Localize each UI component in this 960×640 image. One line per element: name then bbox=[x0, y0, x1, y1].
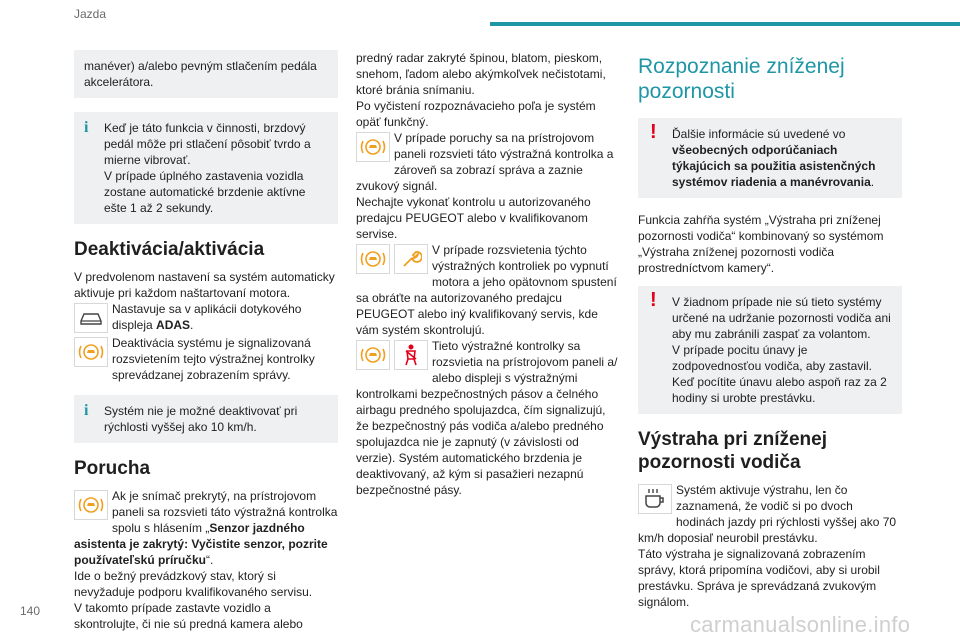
warn2-line3: Keď pocítite únavu alebo aspoň raz za 2 hodiny si urobte prestávku. bbox=[672, 375, 887, 405]
warn2-line1: V žiadnom prípade nie sú tieto systémy určené na udržanie pozornosti vodiča ani aby mu zabránili zaspať za volantom. bbox=[672, 295, 891, 341]
deactivation-lamp-text: Deaktivácia systému je signalizovaná rozsvietením tejto výstražnej kontrolky sprevádzanej zobrazením správy. bbox=[112, 336, 315, 382]
collision-warning-lamp-icon bbox=[356, 132, 390, 162]
fault-text-a: Ak je snímač prekrytý, na prístrojovom paneli sa rozsvieti táto výstražná kontrolka spolu s hlásením „ bbox=[112, 489, 338, 535]
info-icon: i bbox=[84, 119, 89, 136]
fault-message: Senzor jazdného asistenta je zakrytý: Vyčistite senzor, pozrite používateľskú príručku bbox=[74, 521, 328, 567]
column-middle bbox=[356, 50, 620, 498]
note-continued bbox=[74, 50, 338, 98]
collision-warning-lamp-icon bbox=[356, 244, 390, 274]
heading-drowsiness: Rozpoznanie zníženej pozornosti bbox=[638, 55, 845, 103]
collision-warning-lamp-icon bbox=[356, 340, 390, 370]
collision-warning-lamp-icon bbox=[74, 337, 108, 367]
fault-lamp-text: V prípade poruchy sa na prístrojovom paneli rozsvieti táto výstražná kontrolka a zároveň sa zobrazí správa a zaznie zvukový signál. bbox=[356, 131, 614, 193]
page-number: 140 bbox=[20, 604, 41, 618]
deactivation-item-lamp bbox=[74, 335, 338, 383]
info-note-brake-line2: V prípade úplného zastavenia vozidla zostane automatické brzdenie aktívne ešte 1 až 2 sekundy. bbox=[104, 169, 306, 215]
warning-exclamation-icon: ! bbox=[650, 289, 657, 311]
info-note-brake bbox=[74, 112, 338, 224]
continued-text: predný radar zakryté špinou, blatom, pieskom, snehom, ľadom alebo akýmkoľvek nečistotami, ktoré bránia snímaniu. bbox=[356, 51, 606, 97]
heading-fault: Porucha bbox=[74, 458, 151, 479]
wrench-service-icon bbox=[394, 244, 428, 274]
warn1-text-a: Ďalšie informácie sú uvedené vo bbox=[672, 127, 846, 141]
after-cleaning-text: Po vyčistení rozpoznávacieho poľa je systém opäť funkčný. bbox=[356, 99, 596, 129]
dealer-check-text: Nechajte vykonať kontrolu u autorizovaného predajcu PEUGEOT alebo v kvalifikovanom servise. bbox=[356, 195, 591, 241]
warn1-text-b: všeobecných odporúčaniach týkajúcich sa použitia asistenčných systémov riadenia a manévrovania bbox=[672, 143, 876, 189]
fault-item-lamp bbox=[356, 130, 620, 194]
header-accent-bar bbox=[490, 22, 960, 26]
fault-text-3: V takomto prípade zastavte vozidlo a skontrolujte, či nie sú predná kamera alebo bbox=[74, 601, 303, 631]
heading-driver-attention: Výstraha pri zníženej pozornosti vodiča bbox=[638, 429, 828, 473]
warn2-line2: V prípade pocitu únavy je zodpovednosťou vodiča, aby zastavil. bbox=[672, 343, 872, 373]
warning-exclamation-icon: ! bbox=[650, 121, 657, 143]
column-left bbox=[74, 50, 338, 632]
section-header: Jazda bbox=[74, 7, 107, 21]
period: . bbox=[190, 318, 194, 332]
deactivation-item-touchscreen bbox=[74, 301, 338, 335]
function-text: Funkcia zahŕňa systém „Výstraha pri zníženej pozornosti vodiča“ kombinovaný so systémom „Výstraha zníženej pozornosti vodiča prostredníctvom kamery“. bbox=[638, 213, 884, 275]
seatbelt-unfastened-icon bbox=[394, 340, 428, 370]
info-note-speed-text: Systém nie je možné deaktivovať pri rýchlosti vyššej ako 10 km/h. bbox=[104, 404, 298, 434]
service-lamps-text: V prípade rozsvietenia týchto výstražných kontroliek po vypnutí motora a jeho opätovnom spustení sa obráťte na autorizovaného predajcu PEUGEOT alebo iný kvalifikovaný servis, kde vám systém skontrolujú. bbox=[356, 243, 617, 337]
touchscreen-text: Nastavuje sa v aplikácii dotykového displeja bbox=[112, 302, 302, 332]
adas-label: ADAS bbox=[156, 318, 191, 332]
info-icon: i bbox=[84, 402, 89, 419]
car-front-icon bbox=[74, 303, 108, 333]
drowsiness-text: Systém aktivuje výstrahu, len čo zaznamená, že vodič si po dvoch hodinách jazdy pri rýchlosti vyššej ako 70 km/h doposiaľ neurobil prestávku. bbox=[638, 483, 897, 545]
fault-item-seatbelt bbox=[356, 338, 620, 498]
fault-text-2: Ide o bežný prevádzkový stav, ktorý si nevyžaduje podporu kvalifikovaného servisu. bbox=[74, 569, 313, 599]
collision-warning-lamp-icon bbox=[74, 490, 108, 520]
fault-text-c: “. bbox=[206, 553, 214, 567]
note-continued-text: manéver) a/alebo pevným stlačením pedála akcelerátora. bbox=[84, 59, 317, 89]
seatbelt-text: Tieto výstražné kontrolky sa rozsvietia na prístrojovom paneli a/ alebo displeji s výstražnými kontrolkami bezpečnostných pásov a čelného airbagu predného spolujazdca, čím signalizujú, že bezpečnostný pás vodiča a/alebo predného spolujazdca nie je zapnutý (v závislosti od verzie). Systém automatického brzdenia je deaktivovaný, až kým si pasažieri nezapnú bezpečnostné pásy. bbox=[356, 339, 618, 497]
info-note-speed bbox=[74, 395, 338, 443]
drowsiness-message-text: Táto výstraha je signalizovaná zobrazením správy, ktorá pripomína vodičovi, aby si urobil prestávku. Správa je sprevádzaná zvukovým signálom. bbox=[638, 547, 880, 609]
column-right bbox=[638, 50, 902, 610]
warn1-text-c: . bbox=[870, 175, 875, 189]
drowsiness-item bbox=[638, 482, 902, 546]
heading-deactivation: Deaktivácia/aktivácia bbox=[74, 239, 265, 260]
fault-item-service bbox=[356, 242, 620, 338]
watermark: carmanualsonline.info bbox=[690, 612, 911, 637]
warning-note-fatigue bbox=[638, 286, 902, 414]
deactivation-text: V predvolenom nastavení sa systém automaticky aktivuje pri každom naštartovaní motora. bbox=[74, 270, 335, 300]
coffee-cup-icon bbox=[638, 484, 672, 514]
warning-note-general bbox=[638, 118, 902, 198]
fault-item-sensor bbox=[74, 488, 338, 568]
info-note-brake-line1: Keď je táto funkcia v činnosti, brzdový pedál môže pri stlačení pôsobiť tvrdo a mierne vibrovať. bbox=[104, 121, 311, 167]
